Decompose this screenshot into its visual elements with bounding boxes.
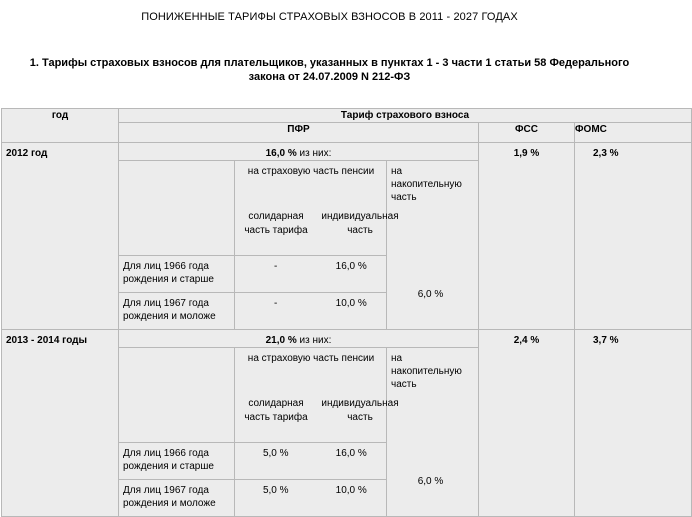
values-older-2013 bbox=[235, 443, 387, 480]
category-younger-2013: Для лиц 1967 года рождения и моложе bbox=[119, 480, 235, 517]
foms-2012: 2,3 % bbox=[575, 143, 692, 330]
header-tariff: Тариф страхового взноса bbox=[119, 109, 692, 123]
values-younger-2012 bbox=[235, 293, 387, 330]
header-fss: ФСС bbox=[479, 123, 575, 143]
funded-part-cell bbox=[387, 161, 479, 330]
fss-2013: 2,4 % bbox=[479, 330, 575, 517]
solidary-older-2013: 5,0 % bbox=[262, 448, 289, 459]
solidary-older-2012: - bbox=[274, 261, 278, 272]
category-older-2013: Для лиц 1966 года рождения и старше bbox=[119, 443, 235, 480]
solidary-label: солидарная часть тарифа bbox=[244, 211, 308, 236]
tariff-table bbox=[1, 108, 692, 517]
funded-part-label: на накопительную часть bbox=[391, 353, 462, 390]
pfr-total-suffix: из них: bbox=[296, 148, 332, 159]
individual-younger-2013: 10,0 % bbox=[335, 485, 367, 496]
values-younger-2013 bbox=[235, 480, 387, 517]
individual-younger-2012: 10,0 % bbox=[335, 298, 367, 309]
solidary-younger-2013: 5,0 % bbox=[262, 485, 289, 496]
category-younger-2012: Для лиц 1967 года рождения и моложе bbox=[119, 293, 235, 330]
pfr-total-value: 16,0 % bbox=[265, 148, 297, 159]
section-title-line1: 1. Тарифы страховых взносов для плательщиков, указанных в пунктах 1 - 3 части 1 статьи 58 Федерального bbox=[29, 57, 630, 69]
insurance-part-header bbox=[235, 161, 399, 256]
individual-label: индивидуальная часть bbox=[321, 211, 399, 236]
row-year-2012: 2012 год bbox=[2, 143, 119, 330]
solidary-label: солидарная часть тарифа bbox=[244, 398, 308, 423]
individual-older-2012: 16,0 % bbox=[335, 261, 367, 272]
document-title: ПОНИЖЕННЫЕ ТАРИФЫ СТРАХОВЫХ ВЗНОСОВ В 2011 - 2027 ГОДАХ bbox=[141, 11, 518, 23]
category-older-2012: Для лиц 1966 года рождения и старше bbox=[119, 256, 235, 293]
header-pfr: ПФР bbox=[119, 123, 479, 143]
tariff-table-frame bbox=[0, 108, 659, 509]
category-header-blank bbox=[119, 348, 235, 443]
insurance-part-label: на страховую часть пенсии bbox=[247, 353, 375, 364]
insurance-part-label: на страховую часть пенсии bbox=[247, 166, 375, 177]
header-foms: ФОМС bbox=[575, 123, 692, 143]
pfr-total-value: 21,0 % bbox=[265, 335, 297, 346]
individual-label: индивидуальная часть bbox=[321, 398, 399, 423]
section-title-line2: закона от 24.07.2009 N 212-ФЗ bbox=[248, 71, 411, 83]
insurance-part-header bbox=[235, 348, 399, 443]
header-year: год bbox=[2, 109, 119, 143]
pfr-total-2012 bbox=[119, 143, 479, 161]
individual-older-2013: 16,0 % bbox=[335, 448, 367, 459]
pfr-total-2013 bbox=[119, 330, 479, 348]
solidary-younger-2012: - bbox=[274, 298, 278, 309]
category-header-blank bbox=[119, 161, 235, 256]
funded-part-label: на накопительную часть bbox=[391, 166, 462, 203]
funded-part-cell bbox=[387, 348, 479, 517]
values-older-2012 bbox=[235, 256, 387, 293]
row-year-2013-2014: 2013 - 2014 годы bbox=[2, 330, 119, 517]
funded-2012-younger: 6,0 % bbox=[417, 289, 444, 300]
foms-2013: 3,7 % bbox=[575, 330, 692, 517]
pfr-total-suffix: из них: bbox=[296, 335, 332, 346]
fss-2012: 1,9 % bbox=[479, 143, 575, 330]
funded-2013-younger: 6,0 % bbox=[417, 476, 444, 487]
section-title bbox=[0, 56, 659, 84]
